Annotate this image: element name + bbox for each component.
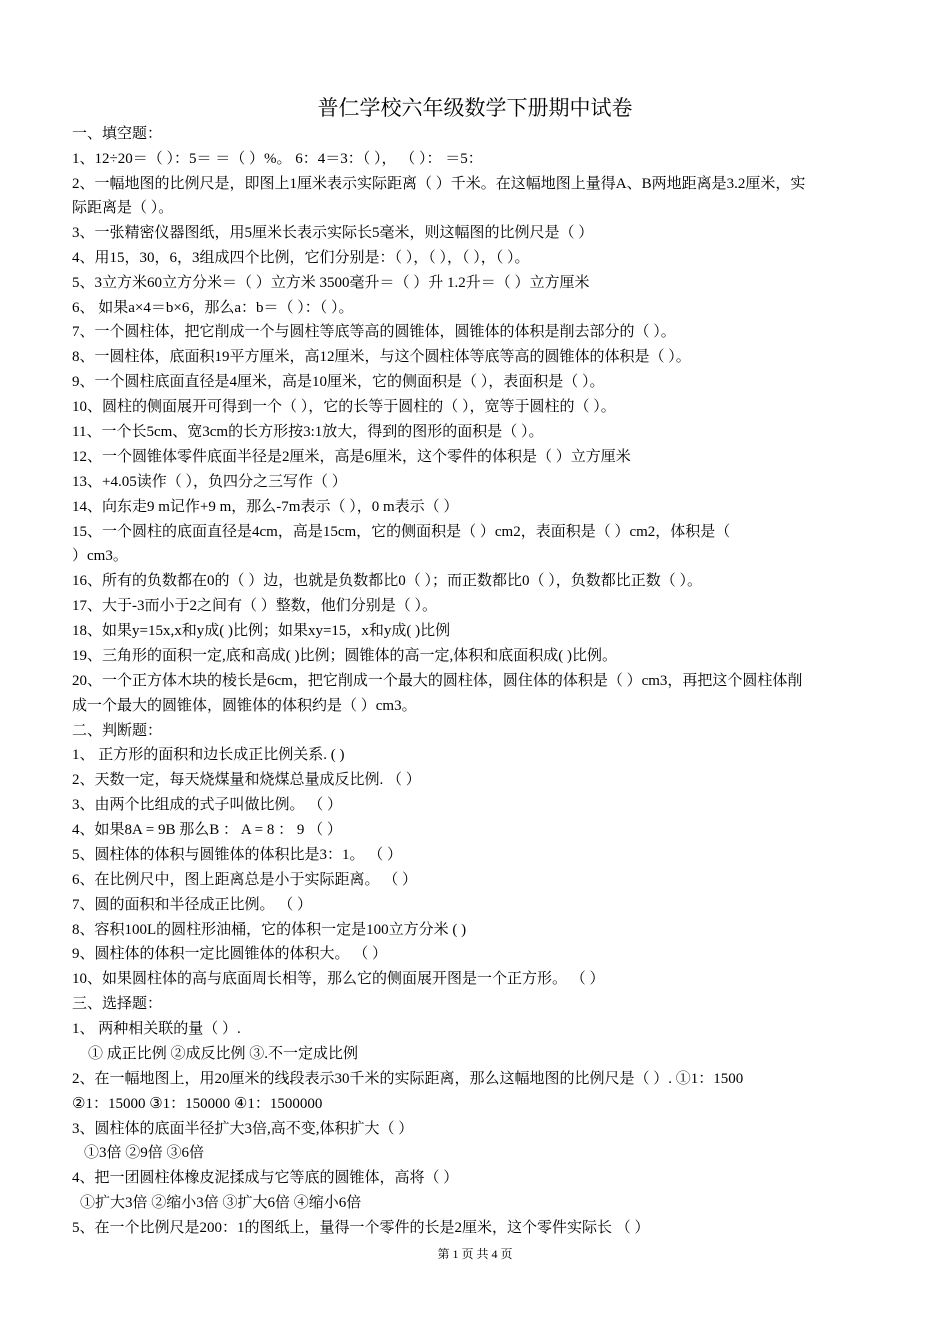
text-line: 10、如果圆柱体的高与底面周长相等，那么它的侧面展开图是一个正方形。 （ ）: [72, 971, 605, 987]
text-line: 12、一个圆锥体零件底面半径是2厘米，高是6厘米，这个零件的体积是（ ）立方厘米: [72, 449, 631, 465]
text-line: 7、圆的面积和半径成正比例。 （ ）: [72, 897, 313, 913]
text-line: 16、所有的负数都在0的（ ）边，也就是负数都比0（ ）；而正数都比0（ ），负数都比正数（ ）。: [72, 573, 703, 589]
text-line: 际距离是（ ）。: [72, 200, 174, 216]
text-line: 1、 正方形的面积和边长成正比例关系. ( ): [72, 747, 345, 763]
document-title: 普仁学校六年级数学下册期中试卷: [317, 96, 633, 120]
options-line: ②1：15000 ③1：150000 ④1：1500000: [72, 1096, 323, 1112]
text-line: 20、一个正方体木块的棱长是6cm，把它削成一个最大的圆柱体，圆住体的体积是（ ）cm3，再把这个圆柱体削: [72, 673, 803, 689]
options-line: ①扩大3倍 ②缩小3倍 ③扩大6倍 ④缩小6倍: [80, 1195, 362, 1211]
text-line: 1、 两种相关联的量（ ）.: [72, 1021, 241, 1037]
text-line: 3、由两个比组成的式子叫做比例。 （ ）: [72, 797, 343, 813]
text-line: 9、圆柱体的体积一定比圆锥体的体积大。 （ ）: [72, 946, 388, 962]
text-line: 4、把一团圆柱体橡皮泥揉成与它等底的圆锥体，高将（ ）: [72, 1170, 459, 1186]
text-line: 8、容积100L的圆柱形油桶，它的体积一定是100立方分米 ( ): [72, 922, 467, 938]
page-footer: 第 1 页 共 4 页: [437, 1247, 513, 1261]
section-heading: 二、判断题：: [72, 723, 163, 739]
text-line: 14、向东走9 m记作+9 m，那么-7m表示（ ），0 m表示（ ）: [72, 499, 459, 515]
text-line: 8、一圆柱体，底面积19平方厘米，高12厘米，与这个圆柱体等底等高的圆锥体的体积是（ ）。: [72, 349, 691, 365]
text-line: 3、圆柱体的底面半径扩大3倍,高不变,体积扩大（ ）: [72, 1121, 414, 1137]
section-heading: 三、选择题：: [72, 996, 163, 1012]
text-line: 18、如果y=15x,x和y成( )比例；如果xy=15，x和y成( )比例: [72, 623, 451, 639]
text-line: 6、在比例尺中，图上距离总是小于实际距离。 （ ）: [72, 872, 418, 888]
text-line: 2、在一幅地图上，用20厘米的线段表示30千米的实际距离，那么这幅地图的比例尺是（ ）. ①1：1500: [72, 1071, 744, 1087]
text-line: 2、天数一定，每天烧煤量和烧煤总量成反比例. （ ）: [72, 772, 421, 788]
text-line: 5、3立方米60立方分米＝（ ）立方米 3500毫升＝（ ）升 1.2升＝（ ）立方厘米: [72, 275, 590, 291]
text-line: 9、一个圆柱底面直径是4厘米，高是10厘米，它的侧面积是（ ），表面积是（ ）。: [72, 374, 605, 390]
text-line: 17、大于-3而小于2之间有（ ）整数，他们分别是（ ）。: [72, 598, 437, 614]
text-line: 15、一个圆柱的底面直径是4cm，高是15cm，它的侧面积是（ ）cm2，表面积是（ ）cm2，体积是（: [72, 524, 731, 540]
text-line: ）cm3。: [72, 548, 128, 564]
text-line: 2、一幅地图的比例尺是，即图上1厘米表示实际距离（ ）千米。在这幅地图上量得A、B两地距离是3.2厘米，实: [72, 176, 806, 192]
options-line: ① 成正比例 ②成反比例 ③.不一定成比例: [88, 1046, 359, 1062]
text-line: 13、+4.05读作（ ），负四分之三写作（ ）: [72, 474, 347, 490]
text-line: 1、12÷20＝（ ）：5＝ ＝（ ）%。 6：4＝3：（ ）， （ ）： ＝5：: [72, 151, 483, 167]
options-line: ①3倍 ②9倍 ③6倍: [84, 1145, 205, 1161]
text-line: 10、圆柱的侧面展开可得到一个（ ），它的长等于圆柱的（ ），宽等于圆柱的（ ）。: [72, 399, 616, 415]
text-line: 4、如果8A = 9B 那么B ： A = 8 ： 9 （ ）: [72, 822, 342, 838]
text-line: 3、一张精密仪器图纸，用5厘米长表示实际长5毫米，则这幅图的比例尺是（ ）: [72, 225, 594, 241]
text-line: 11、一个长5cm、宽3cm的长方形按3:1放大，得到的图形的面积是（ ）。: [72, 424, 544, 440]
text-line: 成一个最大的圆锥体，圆锥体的体积约是（ ）cm3。: [72, 698, 417, 714]
text-line: 4、用15，30，6，3组成四个比例，它们分别是：（ ），（ ），（ ），（ ）。: [72, 250, 530, 266]
text-line: 6、 如果a×4＝b×6，那么a：b＝（ ）：（ ）。: [72, 300, 354, 316]
text-line: 5、在一个比例尺是200：1的图纸上，量得一个零件的长是2厘米，这个零件实际长 （ ）: [72, 1220, 650, 1236]
section-heading: 一、填空题：: [72, 126, 163, 142]
text-line: 7、一个圆柱体，把它削成一个与圆柱等底等高的圆锥体，圆锥体的体积是削去部分的（ ）。: [72, 324, 676, 340]
text-line: 19、三角形的面积一定,底和高成( )比例；圆锥体的高一定,体积和底面积成( )比例。: [72, 648, 617, 664]
text-line: 5、圆柱体的体积与圆锥体的体积比是3：1。 （ ）: [72, 847, 403, 863]
